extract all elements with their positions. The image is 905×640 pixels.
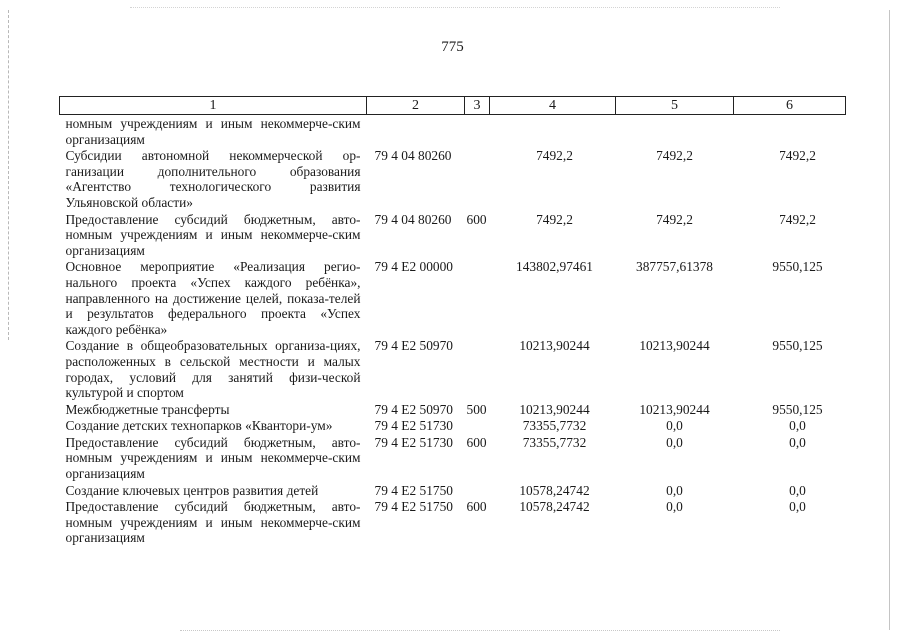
cell-value-3: 7492,2 — [779, 148, 816, 164]
cell-value-1: 10213,90244 — [519, 338, 590, 354]
cell-value-2: 0,0 — [666, 418, 683, 434]
page-number: 775 — [441, 39, 464, 55]
cell-name: Создание ключевых центров развития детей — [65, 482, 319, 498]
table-row — [60, 147, 846, 210]
cell-value-2: 0,0 — [666, 499, 683, 515]
scan-edge-left — [8, 10, 10, 340]
cell-value-1 — [490, 115, 616, 148]
scan-noise-bottom — [180, 630, 780, 632]
cell-code: 79 4 E2 51730 — [374, 418, 453, 434]
cell-name: Основное мероприятие «Реализация регио-нального проекта «Успех каждого ребёнка», направленного на достижение целей, показа-телей и результатов федерального проекта «Успех каждого ребёнка» — [65, 259, 361, 337]
header-col-6: 6 — [734, 97, 846, 115]
cell-code: 79 4 04 80260 — [374, 148, 452, 164]
cell-name: Предоставление субсидий бюджетным, авто-номным учреждениям и иным некоммерче-ским организациям — [65, 434, 361, 482]
cell-vr — [465, 337, 490, 400]
cell-value-3: 9550,125 — [772, 338, 823, 354]
cell-code: 79 4 E2 50970 — [374, 401, 453, 417]
cell-value-2: 10213,90244 — [639, 338, 710, 354]
cell-vr — [465, 417, 490, 434]
cell-value-3 — [734, 115, 846, 148]
table-row — [60, 417, 846, 434]
cell-name: Предоставление субсидий бюджетным, авто-номным учреждениям и иным некоммерче-ским организациям — [65, 499, 361, 546]
cell-name: Создание в общеобразовательных организа-циях, расположенных в сельской местности и малых городах, условий для занятий физи-ческой культурой и спортом — [65, 338, 361, 401]
table-row — [60, 211, 846, 259]
cell-vr: 600 — [466, 499, 487, 515]
header-col-4: 4 — [490, 97, 616, 115]
cell-name: Создание детских технопарков «Квантори-ум» — [65, 418, 333, 434]
cell-value-1: 7492,2 — [536, 148, 573, 164]
cell-value-1: 143802,97461 — [516, 259, 593, 275]
cell-value-3: 0,0 — [789, 434, 806, 450]
header-row — [60, 97, 846, 115]
header-col-5: 5 — [616, 97, 734, 115]
table-row — [60, 498, 846, 546]
table-row — [60, 337, 846, 400]
cell-code: 79 4 E2 51750 — [374, 482, 453, 498]
table-header — [60, 97, 846, 115]
cell-name: номным учреждениям и иным некоммерче-ским организациям — [65, 116, 361, 147]
cell-value-2: 10213,90244 — [639, 401, 710, 417]
cell-code: 79 4 E2 50970 — [374, 338, 453, 354]
table-row — [60, 434, 846, 482]
cell-vr: 600 — [466, 434, 487, 450]
cell-value-1: 10578,24742 — [519, 482, 590, 498]
cell-value-3: 0,0 — [789, 418, 806, 434]
cell-vr — [465, 147, 490, 210]
cell-value-2: 387757,61378 — [636, 259, 713, 275]
table-row — [60, 258, 846, 337]
cell-value-2 — [616, 115, 734, 148]
cell-value-1: 73355,7732 — [522, 418, 587, 434]
cell-value-2: 7492,2 — [656, 211, 693, 227]
cell-value-3: 0,0 — [789, 499, 806, 515]
cell-code: 79 4 E2 00000 — [374, 259, 453, 275]
cell-name: Межбюджетные трансферты — [65, 401, 230, 417]
cell-code: 79 4 04 80260 — [374, 211, 452, 227]
cell-vr: 600 — [466, 211, 487, 227]
cell-value-3: 9550,125 — [772, 401, 823, 417]
scan-edge-right — [889, 10, 891, 630]
cell-value-1: 7492,2 — [536, 211, 573, 227]
cell-name: Субсидии автономной некоммерческой ор-ганизации дополнительного образования «Агентство технологического развития Ульяновской области» — [65, 148, 361, 210]
cell-value-2: 0,0 — [666, 434, 683, 450]
cell-vr — [465, 258, 490, 337]
cell-value-1: 10213,90244 — [519, 401, 590, 417]
cell-code: 79 4 E2 51750 — [374, 499, 453, 515]
cell-vr — [465, 482, 490, 499]
table-row — [60, 482, 846, 499]
header-col-3: 3 — [465, 97, 490, 115]
table-row — [60, 401, 846, 418]
scan-noise-top — [130, 7, 780, 9]
cell-value-1: 10578,24742 — [519, 499, 590, 515]
cell-value-3: 0,0 — [789, 482, 806, 498]
cell-value-2: 0,0 — [666, 482, 683, 498]
cell-value-1: 73355,7732 — [522, 434, 587, 450]
cell-vr — [465, 115, 490, 148]
cell-vr: 500 — [466, 401, 487, 417]
cell-name: Предоставление субсидий бюджетным, авто-номным учреждениям и иным некоммерче-ским организациям — [65, 211, 361, 258]
budget-table — [59, 96, 846, 546]
cell-code — [367, 115, 465, 148]
table-row — [60, 115, 846, 148]
cell-value-3: 9550,125 — [772, 259, 823, 275]
cell-value-2: 7492,2 — [656, 148, 693, 164]
table-body — [60, 115, 846, 547]
cell-value-3: 7492,2 — [779, 211, 816, 227]
cell-code: 79 4 E2 51730 — [374, 434, 453, 450]
header-col-2: 2 — [367, 97, 465, 115]
header-col-1: 1 — [60, 97, 367, 115]
